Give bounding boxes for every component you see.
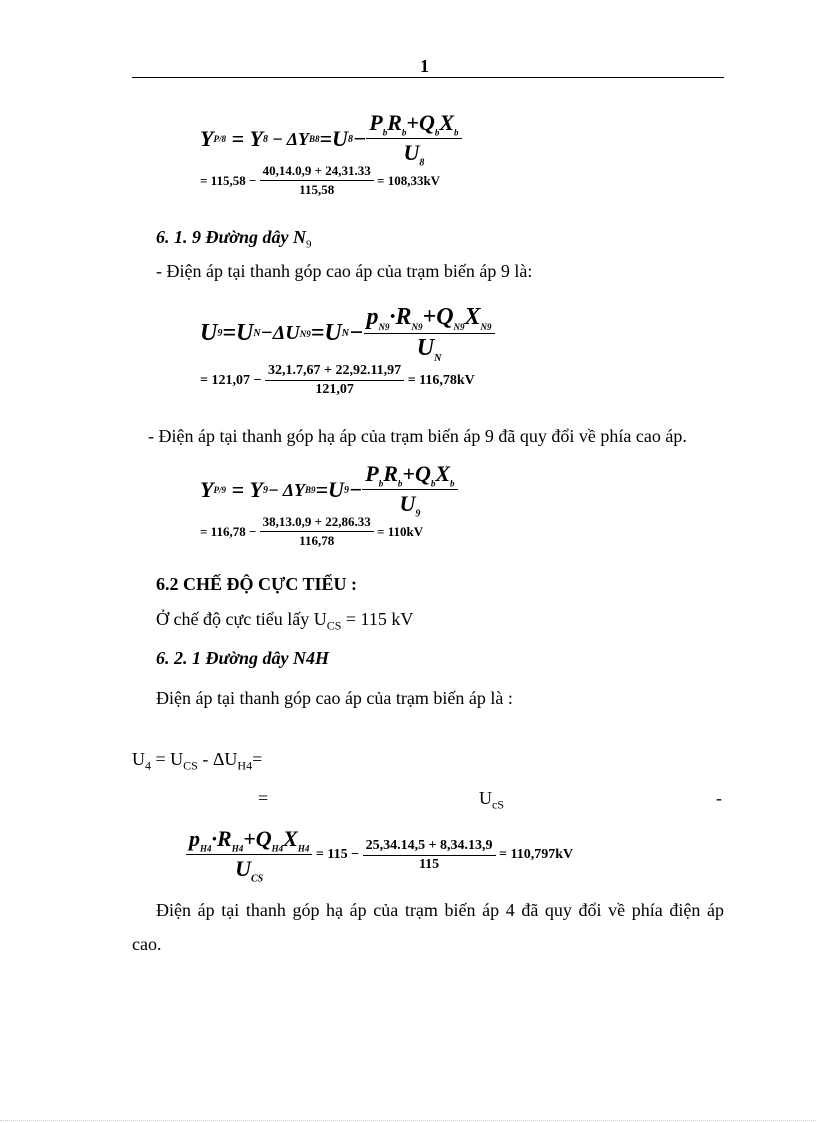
equation-1: Y P/8 = Y 8 − ΔY B8 =U 8 − $\frac{P_bR_b+Q_bX_b}{U_8}$: [200, 110, 462, 169]
paragraph-5-line1: Điện áp tại thanh góp hạ áp của trạm biến áp 4 đã quy đổi về phía điện áp: [156, 900, 724, 920]
paragraph-2: - Điện áp tại thanh góp hạ áp của trạm biến áp 9 đã quy đổi về phía cao áp.: [148, 426, 687, 446]
section-6-2-title: 6.2 CHẾ ĐỘ CỰC TIỂU :: [156, 574, 358, 594]
equation-2-line2: = 121,07 − $\frac{32,1.7,67 + 22,92.11,97}{121,07}$ = 116,78kV: [200, 363, 475, 397]
equation-5: $\frac{p_{H4}\cdot R_{H4}+Q_{H4}X_{H4}}{U_{CS}}$ = 115 − $\frac{25,34.14,5 + 8,34.13,9}{115}$ = 110,797kV: [186, 826, 573, 885]
equation-4: $U_4 = U_{CS} - \Delta U_{H4}=$: [132, 749, 263, 773]
header-rule: [132, 77, 724, 78]
equation-4-equals: =: [258, 788, 269, 808]
equation-2: U 9 =U N −ΔU N9 =U N − $\frac{p_{N9}\cdot R_{N9}+Q_{N9}X_{N9}}{U_N}$: [200, 304, 495, 364]
equation-3-line2: = 116,78 − $\frac{38,13.0,9 + 22,86.33}{116,78}$ = 110kV: [200, 514, 424, 548]
page-number: 1: [420, 56, 429, 76]
section-6-1-9-title: 6. 1. 9 Đường dây $N_9$: [156, 227, 312, 251]
equation-3: Y P/9 = Y 9 − ΔY B9 =U 9 − $\frac{P_bR_b+Q_bX_b}{U_9}$: [200, 461, 458, 520]
equation-1-line2: = 115,58 − $\frac{40,14.0,9 + 24,31.33}{115,58}$ = 108,33kV: [200, 163, 441, 197]
paragraph-3: Ở chế độ cực tiểu lấy $U_{CS} = 115$ kV: [156, 609, 414, 633]
section-6-2-1-title: 6. 2. 1 Đường dây N4H: [156, 648, 329, 668]
paragraph-1: - Điện áp tại thanh góp cao áp của trạm biến áp 9 là:: [156, 261, 533, 281]
paragraph-4: Điện áp tại thanh góp cao áp của trạm biến áp là :: [156, 688, 513, 708]
paragraph-5-line2: cao.: [132, 934, 162, 954]
equation-4-dash: -: [716, 788, 722, 808]
page-bottom-border: [0, 1120, 816, 1121]
equation-4-ucs: $U_{cS}$: [479, 788, 504, 812]
